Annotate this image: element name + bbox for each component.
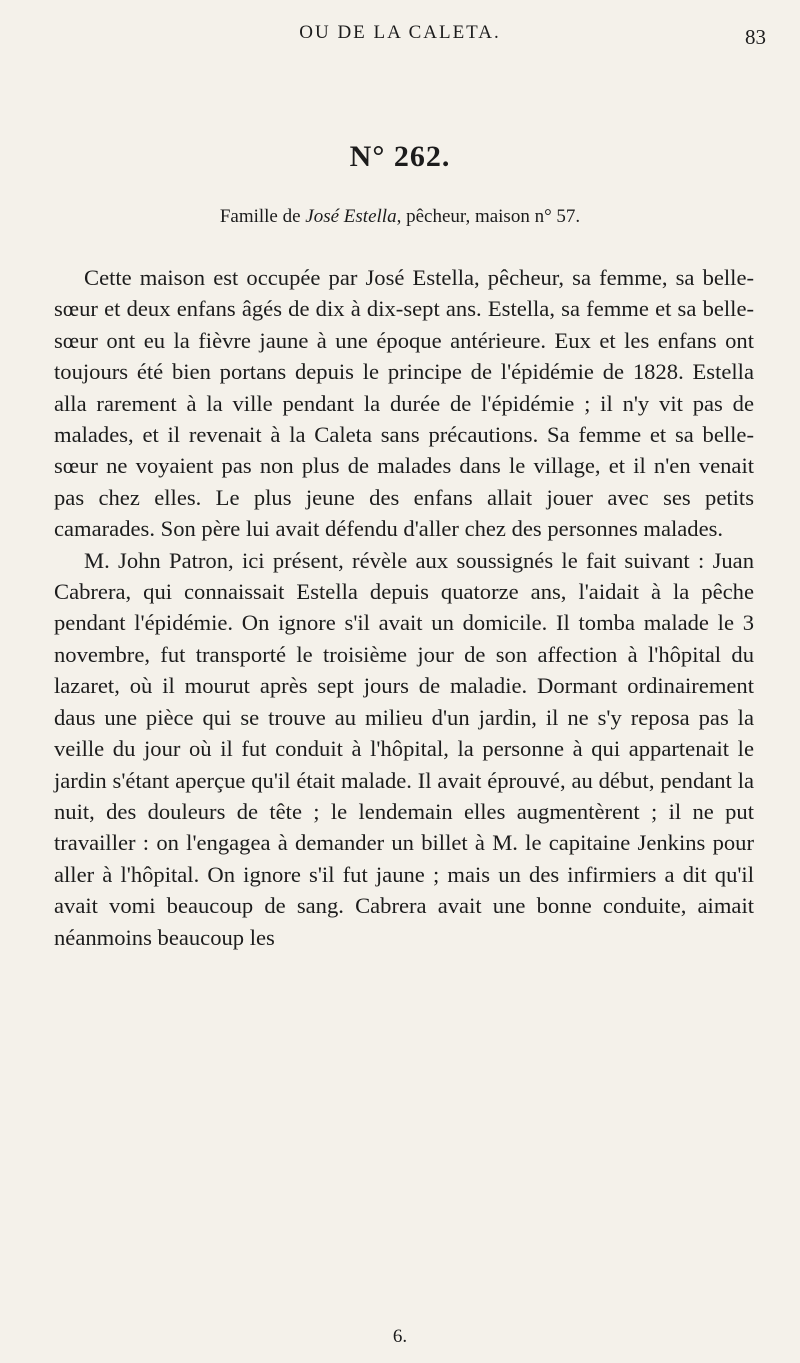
subtitle-suffix: , pêcheur, maison n° 57. bbox=[396, 206, 581, 227]
subtitle-name: José Estella bbox=[305, 206, 397, 227]
signature-mark: 6. bbox=[392, 1326, 408, 1347]
subtitle-prefix: Famille de bbox=[219, 206, 306, 227]
body-text bbox=[54, 262, 754, 953]
running-head bbox=[0, 22, 800, 48]
paragraph: Cette maison est occupée par José Estella, pêcheur, sa femme, sa belle-sœur et deux enfans âgés de dix à dix-sept ans. Estella, sa femme et sa belle-sœur ont eu la fièvre jaune à une époque antérieure. Eux et les enfans ont toujours été bien portans depuis le principe de l'épidémie de 1828. Estella alla rarement à la ville pendant la durée de l'épidémie ; il n'y vit pas de malades, et il revenait à la Caleta sans précautions. Sa femme et sa belle-sœur ne voyaient pas non plus de malades dans le village, et il n'en venait pas chez elles. Le plus jeune des enfans allait jouer avec ses petits camarades. Son père lui avait défendu d'aller chez des personnes malades. bbox=[54, 265, 754, 542]
paragraph: M. John Patron, ici présent, révèle aux soussignés le fait suivant : Juan Cabrera, qui connaissait Estella depuis quatorze ans, l'aidait à la pêche pendant l'épidémie. On ignore s'il avait un domicile. Il tomba malade le 3 novembre, fut transporté le troisième jour de son affection à l'hôpital du lazaret, où il mourut après sept jours de maladie. Dormant ordinairement daus une pièce qui se trouve au milieu d'un jardin, il ne s'y reposa pas la veille du jour où il fut conduit à l'hôpital, la personne à qui appartenait le jardin s'étant aperçue qu'il était malade. Il avait éprouvé, au début, pendant la nuit, des douleurs de tête ; le lendemain elles augmentèrent ; il ne put travailler : on l'engagea à demander un billet à M. le capitaine Jenkins pour aller à l'hôpital. On ignore s'il fut jaune ; mais un des infirmiers a dit qu'il avait vomi beaucoup de sang. Cabrera avait une bonne conduite, aimait néanmoins beaucoup les bbox=[54, 547, 754, 950]
running-title: OU DE LA CALETA. bbox=[299, 22, 501, 43]
entry-number: N° 262. bbox=[349, 140, 451, 173]
page-number: 83 bbox=[745, 25, 766, 49]
entry-subtitle bbox=[0, 206, 800, 228]
